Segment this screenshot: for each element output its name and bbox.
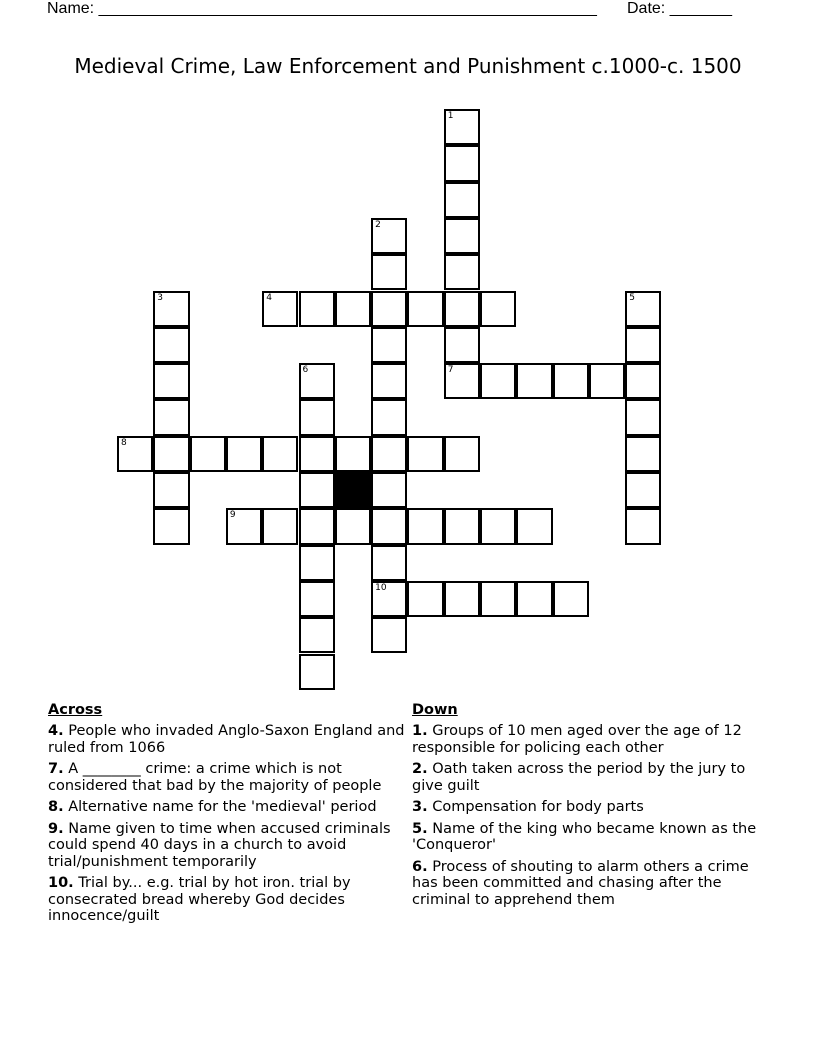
name-line[interactable]: Name: ________________________________________________________ xyxy=(47,0,597,17)
across-clues xyxy=(48,702,408,930)
clue-number-label: 2 xyxy=(375,219,381,230)
clue-number-label: 9 xyxy=(229,510,236,521)
clue-number-label: 8 xyxy=(121,437,127,448)
across-clue xyxy=(48,875,408,925)
black-cell xyxy=(335,472,371,508)
crossword-cell[interactable] xyxy=(625,399,661,435)
down-clue xyxy=(412,761,772,794)
crossword-cell[interactable] xyxy=(299,654,335,690)
clue-text: Name of the king who became known as the 'Conqueror' xyxy=(412,820,757,853)
crossword-cell[interactable] xyxy=(299,399,335,435)
crossword-cell[interactable] xyxy=(480,508,516,544)
crossword-cell[interactable] xyxy=(444,327,480,363)
crossword-cell[interactable] xyxy=(153,363,189,399)
across-clue xyxy=(48,799,408,816)
crossword-cell[interactable] xyxy=(226,508,262,544)
crossword-cell[interactable] xyxy=(371,508,407,544)
crossword-cell[interactable] xyxy=(444,363,480,399)
crossword-cell[interactable] xyxy=(190,436,226,472)
clue-number: 8. xyxy=(48,799,64,815)
crossword-cell[interactable] xyxy=(625,436,661,472)
crossword-cell[interactable] xyxy=(444,109,480,145)
clue-text: Oath taken across the period by the jury to give guilt xyxy=(412,761,746,794)
crossword-cell[interactable] xyxy=(407,581,443,617)
crossword-cell[interactable] xyxy=(444,218,480,254)
crossword-cell[interactable] xyxy=(444,291,480,327)
crossword-cell[interactable] xyxy=(589,363,625,399)
crossword-cell[interactable] xyxy=(153,327,189,363)
page-title: Medieval Crime, Law Enforcement and Punishment c.1000-c. 1500 xyxy=(74,54,742,78)
clue-text: People who invaded Anglo-Saxon England and ruled from 1066 xyxy=(48,723,405,756)
crossword-cell[interactable] xyxy=(371,399,407,435)
crossword-cell[interactable] xyxy=(444,581,480,617)
clue-number: 6. xyxy=(412,858,428,875)
clue-number: 10. xyxy=(48,875,74,891)
crossword-cell[interactable] xyxy=(335,436,371,472)
clue-number-label: 7 xyxy=(447,365,454,376)
down-clue xyxy=(412,821,772,854)
crossword-cell[interactable] xyxy=(299,617,335,653)
crossword-cell[interactable] xyxy=(480,291,516,327)
clue-number-label: 10 xyxy=(375,582,387,593)
crossword-cell[interactable] xyxy=(371,545,407,581)
crossword-cell[interactable] xyxy=(299,545,335,581)
crossword-cell[interactable] xyxy=(371,218,407,254)
crossword-cell[interactable] xyxy=(553,581,589,617)
crossword-cell[interactable] xyxy=(516,363,552,399)
clue-number: 3. xyxy=(412,799,428,815)
crossword-cell[interactable] xyxy=(444,508,480,544)
crossword-cell[interactable] xyxy=(371,254,407,290)
clue-text: Groups of 10 men aged over the age of 12 responsible for policing each other xyxy=(412,723,742,756)
crossword-cell[interactable] xyxy=(226,436,262,472)
crossword-cell[interactable] xyxy=(371,363,407,399)
crossword-cell[interactable] xyxy=(262,291,298,327)
crossword-cell[interactable] xyxy=(371,291,407,327)
clue-number: 5. xyxy=(412,820,428,837)
crossword-cell[interactable] xyxy=(444,182,480,218)
crossword-cell[interactable] xyxy=(153,291,189,327)
across-clue xyxy=(48,821,408,871)
date-line[interactable]: Date: _______ xyxy=(627,0,732,17)
across-clue xyxy=(48,761,408,794)
crossword-cell[interactable] xyxy=(516,581,552,617)
clue-number: 7. xyxy=(48,761,64,777)
crossword-cell[interactable] xyxy=(299,291,335,327)
clue-number-label: 4 xyxy=(266,292,272,303)
crossword-cell[interactable] xyxy=(407,508,443,544)
down-clue xyxy=(412,799,772,816)
crossword-cell[interactable] xyxy=(516,508,552,544)
crossword-cell[interactable] xyxy=(480,581,516,617)
clue-number-label: 6 xyxy=(302,365,309,376)
clue-number: 4. xyxy=(48,723,64,739)
crossword-cell[interactable] xyxy=(407,436,443,472)
crossword-cell[interactable] xyxy=(262,436,298,472)
down-clue xyxy=(412,859,772,909)
clue-text: Alternative name for the 'medieval' period xyxy=(68,799,377,815)
down-clues xyxy=(412,702,772,913)
crossword-cell[interactable] xyxy=(371,581,407,617)
crossword-cell[interactable] xyxy=(625,472,661,508)
crossword-cell[interactable] xyxy=(299,363,335,399)
crossword-cell[interactable] xyxy=(480,363,516,399)
down-clue xyxy=(412,723,772,756)
crossword-cell[interactable] xyxy=(444,436,480,472)
crossword-cell[interactable] xyxy=(299,436,335,472)
crossword-cell[interactable] xyxy=(299,508,335,544)
across-heading: Across xyxy=(48,702,103,718)
crossword-cell[interactable] xyxy=(444,145,480,181)
clue-number: 1. xyxy=(412,723,428,739)
crossword-cell[interactable] xyxy=(625,327,661,363)
clue-text: Trial by... e.g. trial by hot iron. trial by consecrated bread whereby God decides innocence/guilt xyxy=(48,875,351,924)
crossword-cell[interactable] xyxy=(625,291,661,327)
crossword-cell[interactable] xyxy=(153,399,189,435)
crossword-cell[interactable] xyxy=(299,581,335,617)
crossword-cell[interactable] xyxy=(407,291,443,327)
crossword-cell[interactable] xyxy=(625,508,661,544)
crossword-cell[interactable] xyxy=(371,617,407,653)
crossword-cell[interactable] xyxy=(153,508,189,544)
crossword-cell[interactable] xyxy=(625,363,661,399)
crossword-cell[interactable] xyxy=(153,436,189,472)
crossword-cell[interactable] xyxy=(371,472,407,508)
clue-number-label: 3 xyxy=(157,292,164,303)
clue-text: Compensation for body parts xyxy=(432,799,644,815)
clue-number-label: 5 xyxy=(629,292,635,303)
clue-number-label: 1 xyxy=(447,111,454,121)
crossword-cell[interactable] xyxy=(335,291,371,327)
clue-number: 2. xyxy=(412,761,428,777)
clue-text: Process of shouting to alarm others a crime has been committed and chasing after the criminal to apprehend them xyxy=(412,858,749,908)
clue-text: A ________ crime: a crime which is not considered that bad by the majority of people xyxy=(48,761,382,794)
crossword-cell[interactable] xyxy=(371,436,407,472)
crossword-cell[interactable] xyxy=(117,436,153,472)
crossword-cell[interactable] xyxy=(153,472,189,508)
crossword-cell[interactable] xyxy=(553,363,589,399)
crossword-cell[interactable] xyxy=(262,508,298,544)
across-clue xyxy=(48,723,408,756)
clue-text: Name given to time when accused criminals could spend 40 days in a church to avoid trial/punishment temporarily xyxy=(48,820,391,870)
crossword-cell[interactable] xyxy=(371,327,407,363)
crossword-cell[interactable] xyxy=(299,472,335,508)
clue-number: 9. xyxy=(48,820,64,837)
crossword-cell[interactable] xyxy=(335,508,371,544)
crossword-cell[interactable] xyxy=(444,254,480,290)
down-heading: Down xyxy=(412,702,458,718)
